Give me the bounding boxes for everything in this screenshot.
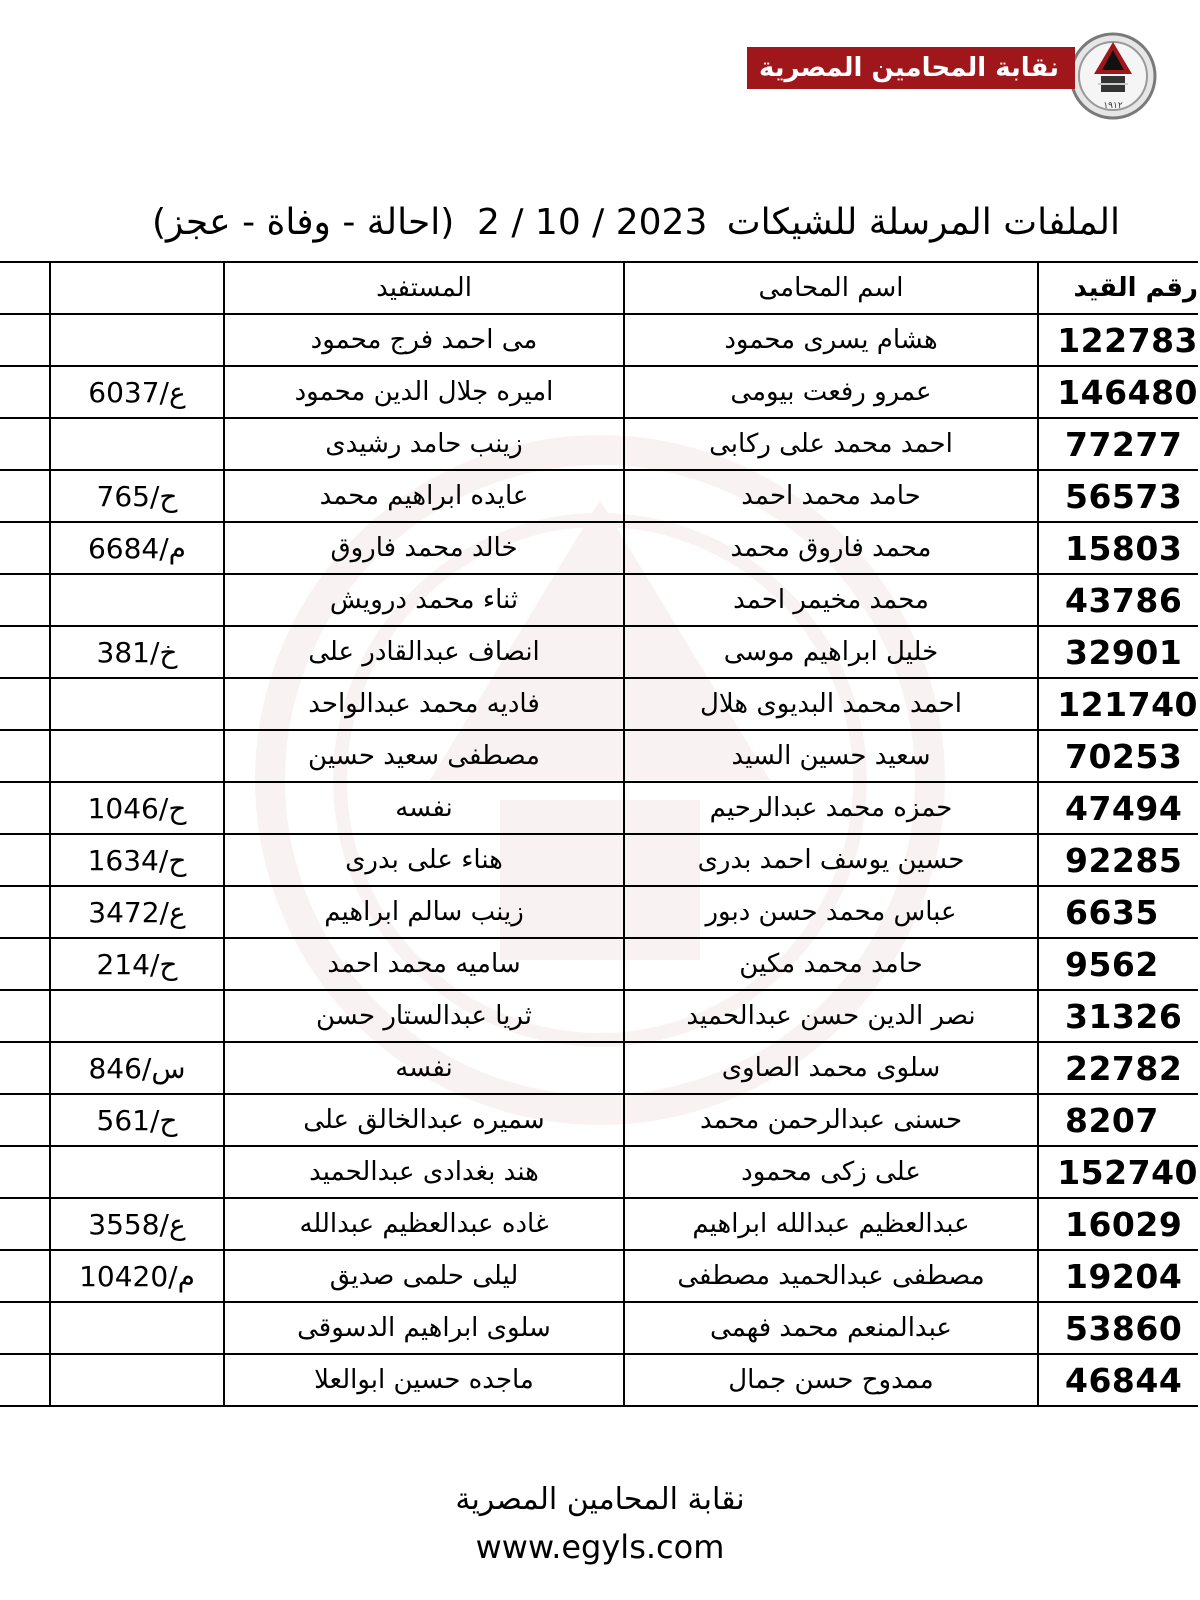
edge-cell: [0, 1042, 50, 1094]
lawyer-name-cell: احمد محمد البديوى هلال: [624, 678, 1038, 730]
table-row: [0, 1094, 1198, 1146]
title-note: (احالة - وفاة - عجز): [152, 202, 455, 243]
edge-cell: [0, 1250, 50, 1302]
registration-number-cell: 77277: [1038, 418, 1198, 470]
registration-number-cell: 53860: [1038, 1302, 1198, 1354]
beneficiary-cell: هند بغدادى عبدالحميد: [224, 1146, 624, 1198]
registration-number-cell: 146480: [1038, 366, 1198, 418]
reference-cell: 6684/م: [50, 522, 224, 574]
beneficiary-cell: سميره عبدالخالق على: [224, 1094, 624, 1146]
edge-cell: [0, 1146, 50, 1198]
registration-number-cell: 122783: [1038, 314, 1198, 366]
lawyer-name-cell: خليل ابراهيم موسى: [624, 626, 1038, 678]
lawyer-name-cell: عمرو رفعت بيومى: [624, 366, 1038, 418]
reference-cell: [50, 1354, 224, 1406]
registration-number-cell: 16029: [1038, 1198, 1198, 1250]
beneficiary-cell: مى احمد فرج محمود: [224, 314, 624, 366]
beneficiary-cell: خالد محمد فاروق: [224, 522, 624, 574]
reference-cell: 3472/ع: [50, 886, 224, 938]
edge-cell: [0, 990, 50, 1042]
beneficiary-cell: غاده عبدالعظيم عبدالله: [224, 1198, 624, 1250]
beneficiary-cell: هناء على بدرى: [224, 834, 624, 886]
reference-cell: 561/ح: [50, 1094, 224, 1146]
reference-cell: 1634/ح: [50, 834, 224, 886]
lawyer-name-cell: حسنى عبدالرحمن محمد: [624, 1094, 1038, 1146]
beneficiary-cell: زينب سالم ابراهيم: [224, 886, 624, 938]
registration-number-cell: 47494: [1038, 782, 1198, 834]
edge-cell: [0, 314, 50, 366]
reference-cell: 765/ح: [50, 470, 224, 522]
lawyer-name-cell: مصطفى عبدالحميد مصطفى: [624, 1250, 1038, 1302]
files-table: [0, 261, 1198, 1407]
beneficiary-cell: ثريا عبدالستار حسن: [224, 990, 624, 1042]
beneficiary-cell: زينب حامد رشيدى: [224, 418, 624, 470]
lawyer-name-cell: حسين يوسف احمد بدرى: [624, 834, 1038, 886]
edge-cell: [0, 1354, 50, 1406]
lawyer-name-cell: حامد محمد احمد: [624, 470, 1038, 522]
lawyer-name-cell: على زكى محمود: [624, 1146, 1038, 1198]
lawyer-name-cell: عبدالعظيم عبدالله ابراهيم: [624, 1198, 1038, 1250]
lawyer-name-cell: عبدالمنعم محمد فهمى: [624, 1302, 1038, 1354]
edge-cell: [0, 1094, 50, 1146]
footer-website: www.egyls.com: [475, 1528, 725, 1566]
edge-cell: [0, 522, 50, 574]
footer-org-name: نقابة المحامين المصرية: [455, 1482, 745, 1517]
reference-cell: [50, 574, 224, 626]
beneficiary-cell: عايده ابراهيم محمد: [224, 470, 624, 522]
table-row: [0, 1198, 1198, 1250]
logo-year: ١٩١٢: [1103, 101, 1123, 111]
beneficiary-cell: فاديه محمد عبدالواحد: [224, 678, 624, 730]
lawyer-name-cell: محمد فاروق محمد: [624, 522, 1038, 574]
table-row: [0, 782, 1198, 834]
registration-number-cell: 15803: [1038, 522, 1198, 574]
header-edge-cell: [0, 262, 50, 314]
header-banner: [747, 47, 1075, 89]
registration-number-cell: 8207: [1038, 1094, 1198, 1146]
lawyer-name-cell: سعيد حسين السيد: [624, 730, 1038, 782]
table-row: [0, 886, 1198, 938]
beneficiary-cell: سلوى ابراهيم الدسوقى: [224, 1302, 624, 1354]
bar-association-logo: [1068, 28, 1158, 124]
reference-cell: [50, 730, 224, 782]
table-row: [0, 522, 1198, 574]
lawyer-name-cell: هشام يسرى محمود: [624, 314, 1038, 366]
edge-cell: [0, 626, 50, 678]
registration-number-cell: 22782: [1038, 1042, 1198, 1094]
registration-number-cell: 152740: [1038, 1146, 1198, 1198]
edge-cell: [0, 418, 50, 470]
header-reference: [50, 262, 224, 314]
lawyer-name-cell: حمزه محمد عبدالرحيم: [624, 782, 1038, 834]
reference-cell: 6037/ع: [50, 366, 224, 418]
registration-number-cell: 46844: [1038, 1354, 1198, 1406]
header-org-name: نقابة المحامين المصرية: [758, 53, 1059, 83]
registration-number-cell: 19204: [1038, 1250, 1198, 1302]
edge-cell: [0, 1198, 50, 1250]
registration-number-cell: 6635: [1038, 886, 1198, 938]
table-row: [0, 1302, 1198, 1354]
reference-cell: [50, 1146, 224, 1198]
registration-number-cell: 56573: [1038, 470, 1198, 522]
registration-number-cell: 70253: [1038, 730, 1198, 782]
lawyer-name-cell: محمد مخيمر احمد: [624, 574, 1038, 626]
edge-cell: [0, 782, 50, 834]
edge-cell: [0, 834, 50, 886]
reference-cell: 214/ح: [50, 938, 224, 990]
beneficiary-cell: نفسه: [224, 1042, 624, 1094]
lawyer-name-cell: عباس محمد حسن دبور: [624, 886, 1038, 938]
beneficiary-cell: ليلى حلمى صديق: [224, 1250, 624, 1302]
reference-cell: 10420/م: [50, 1250, 224, 1302]
edge-cell: [0, 1302, 50, 1354]
table-row: [0, 574, 1198, 626]
reference-cell: 846/س: [50, 1042, 224, 1094]
edge-cell: [0, 678, 50, 730]
registration-number-cell: 43786: [1038, 574, 1198, 626]
reference-cell: [50, 314, 224, 366]
reference-cell: [50, 990, 224, 1042]
lawyer-name-cell: نصر الدين حسن عبدالحميد: [624, 990, 1038, 1042]
table-row: [0, 1250, 1198, 1302]
reference-cell: [50, 678, 224, 730]
registration-number-cell: 31326: [1038, 990, 1198, 1042]
registration-number-cell: 121740: [1038, 678, 1198, 730]
reference-cell: 3558/ع: [50, 1198, 224, 1250]
table-row: [0, 626, 1198, 678]
edge-cell: [0, 730, 50, 782]
title-date: 2 / 10 / 2023: [477, 202, 708, 243]
beneficiary-cell: ماجده حسين ابوالعلا: [224, 1354, 624, 1406]
registration-number-cell: 92285: [1038, 834, 1198, 886]
beneficiary-cell: اميره جلال الدين محمود: [224, 366, 624, 418]
edge-cell: [0, 938, 50, 990]
table-row: [0, 730, 1198, 782]
table-row: [0, 470, 1198, 522]
table-header-row: [0, 262, 1198, 314]
lawyer-name-cell: ممدوح حسن جمال: [624, 1354, 1038, 1406]
beneficiary-cell: ثناء محمد درويش: [224, 574, 624, 626]
edge-cell: [0, 366, 50, 418]
document-title: [150, 202, 1130, 258]
lawyer-name-cell: سلوى محمد الصاوى: [624, 1042, 1038, 1094]
table-row: [0, 314, 1198, 366]
table-row: [0, 1354, 1198, 1406]
lawyer-name-cell: احمد محمد على ركابى: [624, 418, 1038, 470]
table-row: [0, 834, 1198, 886]
edge-cell: [0, 470, 50, 522]
table-row: [0, 938, 1198, 990]
table-row: [0, 418, 1198, 470]
beneficiary-cell: انصاف عبدالقادر على: [224, 626, 624, 678]
registration-number-cell: 32901: [1038, 626, 1198, 678]
reference-cell: [50, 418, 224, 470]
header-beneficiary: المستفيد: [224, 262, 624, 314]
table-row: [0, 366, 1198, 418]
header-lawyer-name: اسم المحامى: [624, 262, 1038, 314]
table-row: [0, 678, 1198, 730]
table-row: [0, 990, 1198, 1042]
reference-cell: 1046/ح: [50, 782, 224, 834]
reference-cell: 381/خ: [50, 626, 224, 678]
lawyer-name-cell: حامد محمد مكين: [624, 938, 1038, 990]
table-row: [0, 1146, 1198, 1198]
reference-cell: [50, 1302, 224, 1354]
header-registration-number: رقم القيد: [1038, 262, 1198, 314]
edge-cell: [0, 574, 50, 626]
beneficiary-cell: نفسه: [224, 782, 624, 834]
registration-number-cell: 9562: [1038, 938, 1198, 990]
beneficiary-cell: ساميه محمد احمد: [224, 938, 624, 990]
table-row: [0, 1042, 1198, 1094]
edge-cell: [0, 886, 50, 938]
title-main: الملفات المرسلة للشيكات: [726, 202, 1120, 243]
beneficiary-cell: مصطفى سعيد حسين: [224, 730, 624, 782]
